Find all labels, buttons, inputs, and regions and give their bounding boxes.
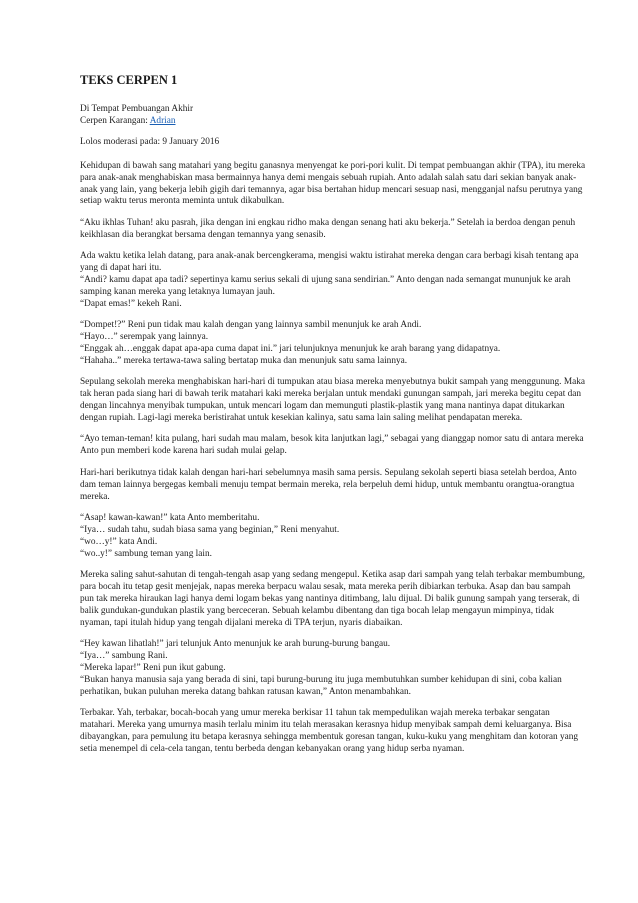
paragraph-line: “Hayo…” serempak yang lainnya. [80, 332, 209, 343]
paragraph-line: Kehidupan di bawah sang matahari yang begitu ganasnya menyengat ke pori-pori kulit. Di tempat pembuangan akhir (TPA), itu mereka para anak-anak menghabiskan masa bermainnya hanya demi mengais sebuah rupiah. Anto adalah salah satu dari sekian banyak anak-anak yang lain, yang bekerja lebih gigih dari temannya, agar bisa bertahan hidup mencari sesuap nasi, mengganjal nafsu perutnya yang setiap waktu terus meronta meminta untuk dikabulkan. [80, 160, 586, 207]
story-paragraph [80, 513, 586, 561]
paragraph-line: “Bukan hanya manusia saja yang berada di sini, tapi burung-burung itu juga membutuhkan sumber kehidupan di sini, coba kalian perhatikan, bukan puluhan mereka datang bahkan ratusan kawan,” Anton menambahkan. [80, 674, 562, 697]
paragraph-line: Sepulang sekolah mereka menghabiskan hari-hari di tumpukan atau biasa mereka menyebutnya bukit sampah yang menggunung. Maka tak heran pada siang hari di bawah terik matahari kaki mereka berjalan untuk mendaki gunungan sampah, jari mereka begitu cepat dan dengan lincahnya menyibak tumpukan, untuk mencari logam dan memunguti plastik-plastik yang mana nantinya dapat ditukarkan dengan rupiah. Lagi-lagi mereka beristirahat untuk kesekian kalinya, satu sama lain saling melihat pendapatan mereka. [80, 377, 585, 424]
paragraph-line: “Hey kawan lihatlah!” jari telunjuk Anto menunjuk ke arah burung-burung bangau. [80, 639, 391, 650]
author-prefix: Cerpen Karangan: [80, 115, 150, 126]
story-paragraph [80, 377, 586, 425]
paragraph-line: “Ayo teman-teman! kita pulang, hari sudah mau malam, besok kita lanjutkan lagi,” sebagai yang dianggap nomor satu di antara mereka Anto pun memberi kode karena hari sudah mulai gelap. [80, 434, 584, 457]
story-paragraph [80, 218, 586, 242]
story-paragraph [80, 434, 586, 458]
paragraph-line: “Mereka lapar!” Reni pun ikut gabung. [80, 662, 226, 673]
story-paragraph [80, 251, 586, 311]
paragraph-line: “wo..y!” sambung teman yang lain. [80, 548, 212, 559]
paragraph-line: “Dapat emas!” kekeh Rani. [80, 298, 182, 309]
paragraph-line: “Aku ikhlas Tuhan! aku pasrah, jika dengan ini engkau ridho maka dengan senang hati aku bekerja.” Setelah ia berdoa dengan penuh keikhlasan dia berangkat bersama dengan temannya yang senasib. [80, 217, 576, 240]
paragraph-line: Ada waktu ketika lelah datang, para anak-anak bercengkerama, mengisi waktu istirahat mereka dengan cara berbagi kisah tentang apa yang di dapat hari itu. [80, 251, 579, 274]
author-line [80, 116, 586, 128]
paragraph-line: Hari-hari berikutnya tidak kalah dengan hari-hari sebelumnya masih sama persis. Sepulang sekolah seperti biasa setelah berdoa, Anto dam teman lainnya bergegas kembali menuju tempat bermain mereka, rela berpeluh demi hidup, untuk membantu orangtua-orangtua mereka. [80, 467, 577, 502]
paragraph-line: “Iya… sudah tahu, sudah biasa sama yang beginian,” Reni menyahut. [80, 524, 340, 535]
paragraph-line: “Hahaha..” mereka tertawa-tawa saling bertatap muka dan menunjuk satu sama lainnya. [80, 355, 408, 366]
story-paragraph [80, 320, 586, 368]
paragraph-line: “wo…y!” kata Andi. [80, 536, 158, 547]
document-title: TEKS CERPEN 1 [80, 73, 178, 87]
story-meta [80, 104, 586, 149]
story-paragraph [80, 468, 586, 504]
paragraph-line: “Iya…” sambung Rani. [80, 651, 168, 662]
paragraph-line: “Asap! kawan-kawan!” kata Anto memberitahu. [80, 512, 260, 523]
paragraph-line: “Enggak ah…enggak dapat apa-apa cuma dapat ini.” jari telunjuknya menunjuk ke arah barang yang didapatnya. [80, 344, 501, 354]
story-paragraph [80, 570, 586, 630]
story-paragraph [80, 708, 586, 756]
author-link[interactable]: Adrian [149, 115, 176, 126]
paragraph-line: Mereka saling sahut-sahutan di tengah-tengah asap yang sedang mengepul. Ketika asap dari sampah yang telah terbakar membumbung, para bocah itu tetap gesit menjejak, napas mereka berpacu walau sesak, mata mereka perih dibiarkan terbuka. Asap dan bau sampah pun tak mereka hiraukan lagi hanya demi logam bekas yang nantinya ditimbang, lalu dijual. Di balik gunung sampah yang terserak, di balik gundukan-gundukan plastik yang berceceran. Sebuah kelambu dibentang dan tiga bocah lelap mengayun mimpinya, tidak nyaman, tapi itulah hidup yang tengah dijalani mereka di TPA terjun, nyaris diabaikan. [80, 570, 585, 628]
story-paragraph [80, 161, 586, 209]
story-body [80, 161, 586, 756]
paragraph-line: “Andi? kamu dapat apa tadi? sepertinya kamu serius sekali di ujung sana sendirian.” Anto dengan nada semangat mununjuk ke arah samping kanan mereka yang letaknya lumayan jauh. [80, 274, 571, 297]
paragraph-line: “Dompet!?” Reni pun tidak mau kalah dengan yang lainnya sambil menunjuk ke arah Andi. [80, 320, 422, 331]
story-paragraph [80, 639, 586, 699]
story-title: Di Tempat Pembuangan Akhir [80, 104, 194, 114]
moderation-date: Lolos moderasi pada: 9 January 2016 [80, 136, 220, 147]
paragraph-line: Terbakar. Yah, terbakar, bocah-bocah yang umur mereka berkisar 11 tahun tak mempedulikan wajah mereka terbakar sengatan matahari. Mereka yang umurnya masih terlalu minim itu telah merasakan kerasnya hidup menyibak sampah demi keluarganya. Bisa dibayangkan, para pemulung itu betapa kerasnya sehingga membentuk goresan tangan, kuku-kuku yang menghitam dan kotoran yang setia menempel di cela-cela tangan, tentu berbeda dengan kebanyakan orang yang hidup serba nyaman. [80, 708, 579, 754]
